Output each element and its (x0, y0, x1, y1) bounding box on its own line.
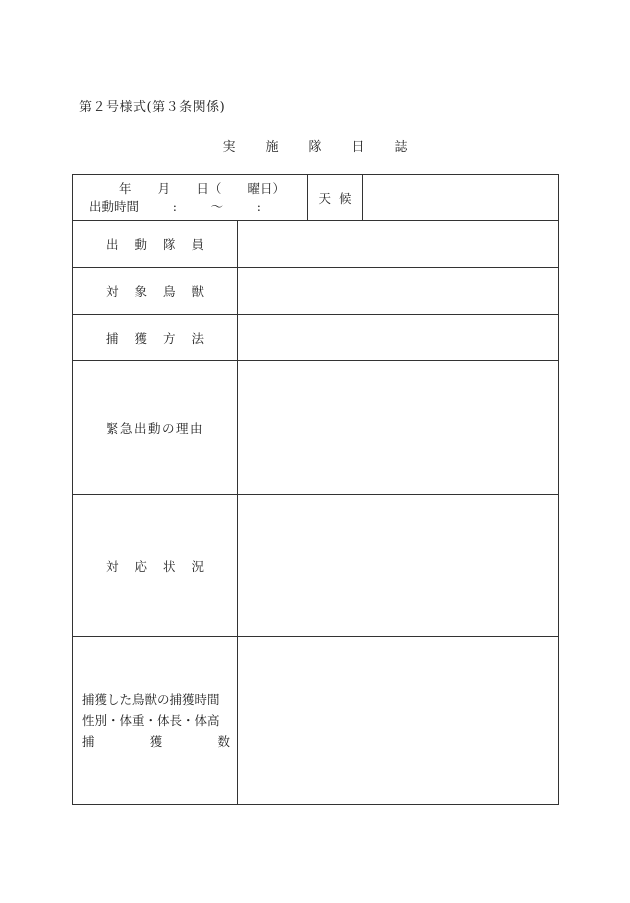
label-char: 法 (191, 330, 205, 346)
label-char: 方 (163, 330, 176, 346)
response-status-value-cell[interactable] (238, 495, 559, 637)
date-day-label: 日（ (196, 180, 222, 196)
target-animal-value-cell[interactable] (238, 268, 559, 315)
time-colon: : (172, 198, 177, 214)
date-time-cell (73, 175, 308, 221)
label-char: 獲 (149, 734, 163, 749)
date-weekday-label: 曜日） (247, 180, 285, 196)
emergency-reason-label: 緊急出動の理由 (105, 420, 204, 436)
label-char: 動 (134, 237, 147, 252)
time-tilde: 〜 (210, 198, 224, 214)
weather-char: 天 (318, 190, 331, 206)
title-char: 施 (265, 140, 279, 155)
date-line (73, 180, 307, 198)
title-char: 隊 (308, 140, 322, 155)
date-month-label: 月 (157, 180, 171, 196)
label-char: 獲 (134, 330, 147, 346)
label-char: 象 (134, 284, 147, 299)
members-label-cell (73, 221, 238, 268)
label-char: 捕 (105, 330, 119, 346)
title-char: 実 (222, 140, 236, 155)
members-value-cell[interactable] (238, 221, 559, 268)
label-char: 対 (105, 558, 119, 574)
label-char: 出 (105, 237, 119, 252)
document-title (0, 136, 630, 155)
captured-time-label: 捕獲した鳥獣の捕獲時間 (82, 692, 220, 707)
captured-animal-value-cell[interactable] (238, 637, 559, 805)
label-char: 対 (105, 284, 119, 299)
weather-char: 候 (339, 190, 352, 206)
implementation-log-table (72, 174, 559, 805)
label-char: 鳥 (163, 284, 176, 299)
title-char: 日 (351, 140, 365, 155)
form-number-label: 第２号様式(第３条関係) (79, 100, 226, 115)
capture-method-value-cell[interactable] (238, 315, 559, 361)
target-animal-label-cell (73, 268, 238, 315)
label-char: 応 (134, 558, 147, 574)
label-char: 況 (191, 558, 205, 574)
date-year-label: 年 (119, 180, 132, 196)
label-char: 捕 (82, 734, 95, 749)
weather-value-cell[interactable] (363, 175, 559, 221)
label-char: 状 (163, 558, 176, 574)
emergency-reason-label-cell (73, 361, 238, 495)
label-char: 数 (217, 734, 230, 749)
captured-count-label (82, 731, 230, 752)
label-char: 隊 (163, 237, 176, 252)
label-char: 獣 (191, 284, 205, 299)
captured-sex-weight-label: 性別・体重・体長・体高 (82, 713, 220, 728)
label-char: 員 (191, 237, 205, 252)
dispatch-time-label: 出動時間 (89, 198, 140, 214)
time-colon: : (256, 198, 261, 214)
response-status-label-cell (73, 495, 238, 637)
emergency-reason-value-cell[interactable] (238, 361, 559, 495)
title-char: 誌 (394, 140, 408, 155)
captured-animal-label-cell (73, 637, 238, 805)
weather-label-cell (308, 175, 363, 221)
capture-method-label-cell (73, 315, 238, 361)
time-line (73, 198, 307, 216)
